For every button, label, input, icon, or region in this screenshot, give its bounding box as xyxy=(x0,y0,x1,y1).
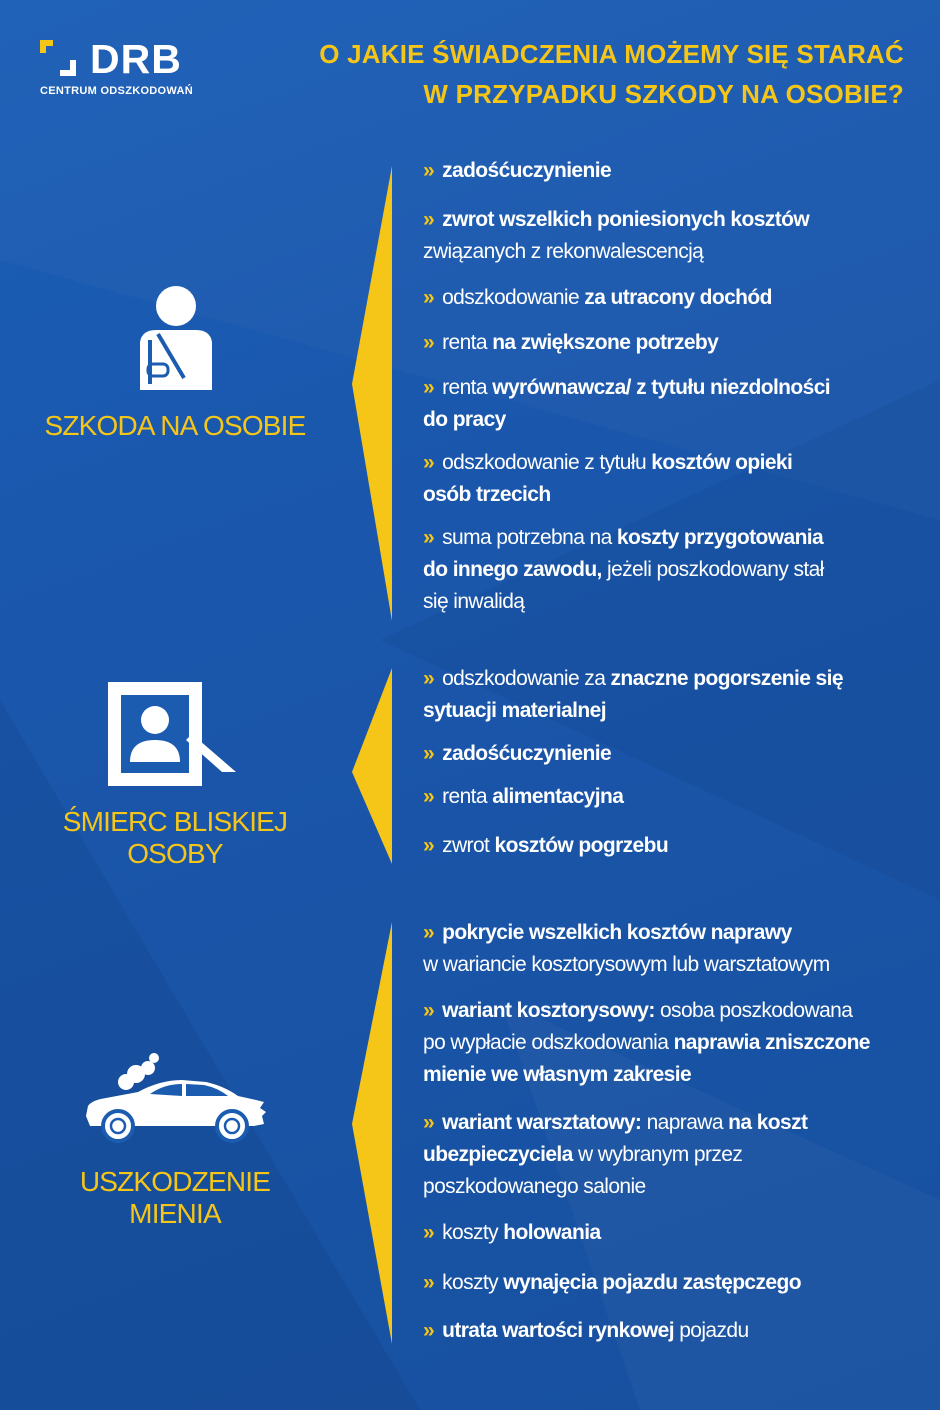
section-3-bracket xyxy=(350,922,395,1352)
list-item: » utrata wartości rynkowej pojazdu xyxy=(423,1319,749,1342)
list-item: » renta wyrównawcza/ z tytułu niezdolności do pracy xyxy=(423,376,831,431)
list-item: » pokrycie wszelkich kosztów naprawy w wariancie kosztorysowym lub warsztatowym xyxy=(423,921,830,976)
list-item: » koszty holowania xyxy=(423,1221,601,1244)
logo-subtitle: CENTRUM ODSZKODOWAŃ xyxy=(40,85,193,97)
list-item: » renta alimentacyjna xyxy=(423,785,624,808)
section-2-bracket xyxy=(350,668,395,868)
title-line-1: O JAKIE ŚWIADCZENIA MOŻEMY SIĘ STARAĆ xyxy=(319,39,904,69)
list-item: » koszty wynajęcia pojazdu zastępczego xyxy=(423,1271,801,1294)
injured-person-icon xyxy=(136,284,216,394)
section-label-death-line-1: ŚMIERC BLISKIEJ xyxy=(62,806,288,837)
list-item: » zadośćuczynienie xyxy=(423,742,612,765)
list-item: » suma potrzebna na koszty przygotowania do innego zawodu, jeżeli poszkodowany stał się inwalidą xyxy=(423,526,824,613)
list-item: » odszkodowanie za utracony dochód xyxy=(423,286,772,309)
title-line-2: W PRZYPADKU SZKODY NA OSOBIE? xyxy=(423,79,904,109)
list-item: » wariant kosztorysowy: osoba poszkodowana po wypłacie odszkodowania naprawia zniszczone mienie we własnym zakresie xyxy=(423,999,870,1086)
section-label-property-line-1: USZKODZENIE xyxy=(79,1166,271,1197)
logo-name: DRB xyxy=(90,36,182,82)
list-item: » zwrot wszelkich poniesionych kosztów związanych z rekonwalescencją xyxy=(423,208,810,263)
list-item: » odszkodowanie za znaczne pogorszenie się sytuacji materialnej xyxy=(423,667,843,722)
brand-logo[interactable] xyxy=(40,36,220,100)
section-label-death-line-2: OSOBY xyxy=(127,838,223,869)
portrait-mourning-icon xyxy=(108,682,238,788)
section-label-property-line-2: MIENIA xyxy=(129,1198,221,1229)
drb-logo-mark-icon xyxy=(40,40,76,76)
section-label-property xyxy=(30,1166,320,1230)
page-title xyxy=(319,34,904,114)
list-item: » odszkodowanie z tytułu kosztów opieki osób trzecich xyxy=(423,451,793,506)
list-item: » zadośćuczynienie xyxy=(423,159,612,182)
section-label-death xyxy=(30,806,320,870)
section-label-injury: SZKODA NA OSOBIE xyxy=(44,410,306,441)
section-1-bracket xyxy=(350,166,395,626)
list-item: » zwrot kosztów pogrzebu xyxy=(423,834,669,857)
damaged-car-icon xyxy=(82,1052,272,1144)
list-item: » renta na zwiększone potrzeby xyxy=(423,331,719,354)
list-item: » wariant warsztatowy: naprawa na koszt ubezpieczyciela w wybranym przez poszkodowanego salonie xyxy=(423,1111,808,1198)
